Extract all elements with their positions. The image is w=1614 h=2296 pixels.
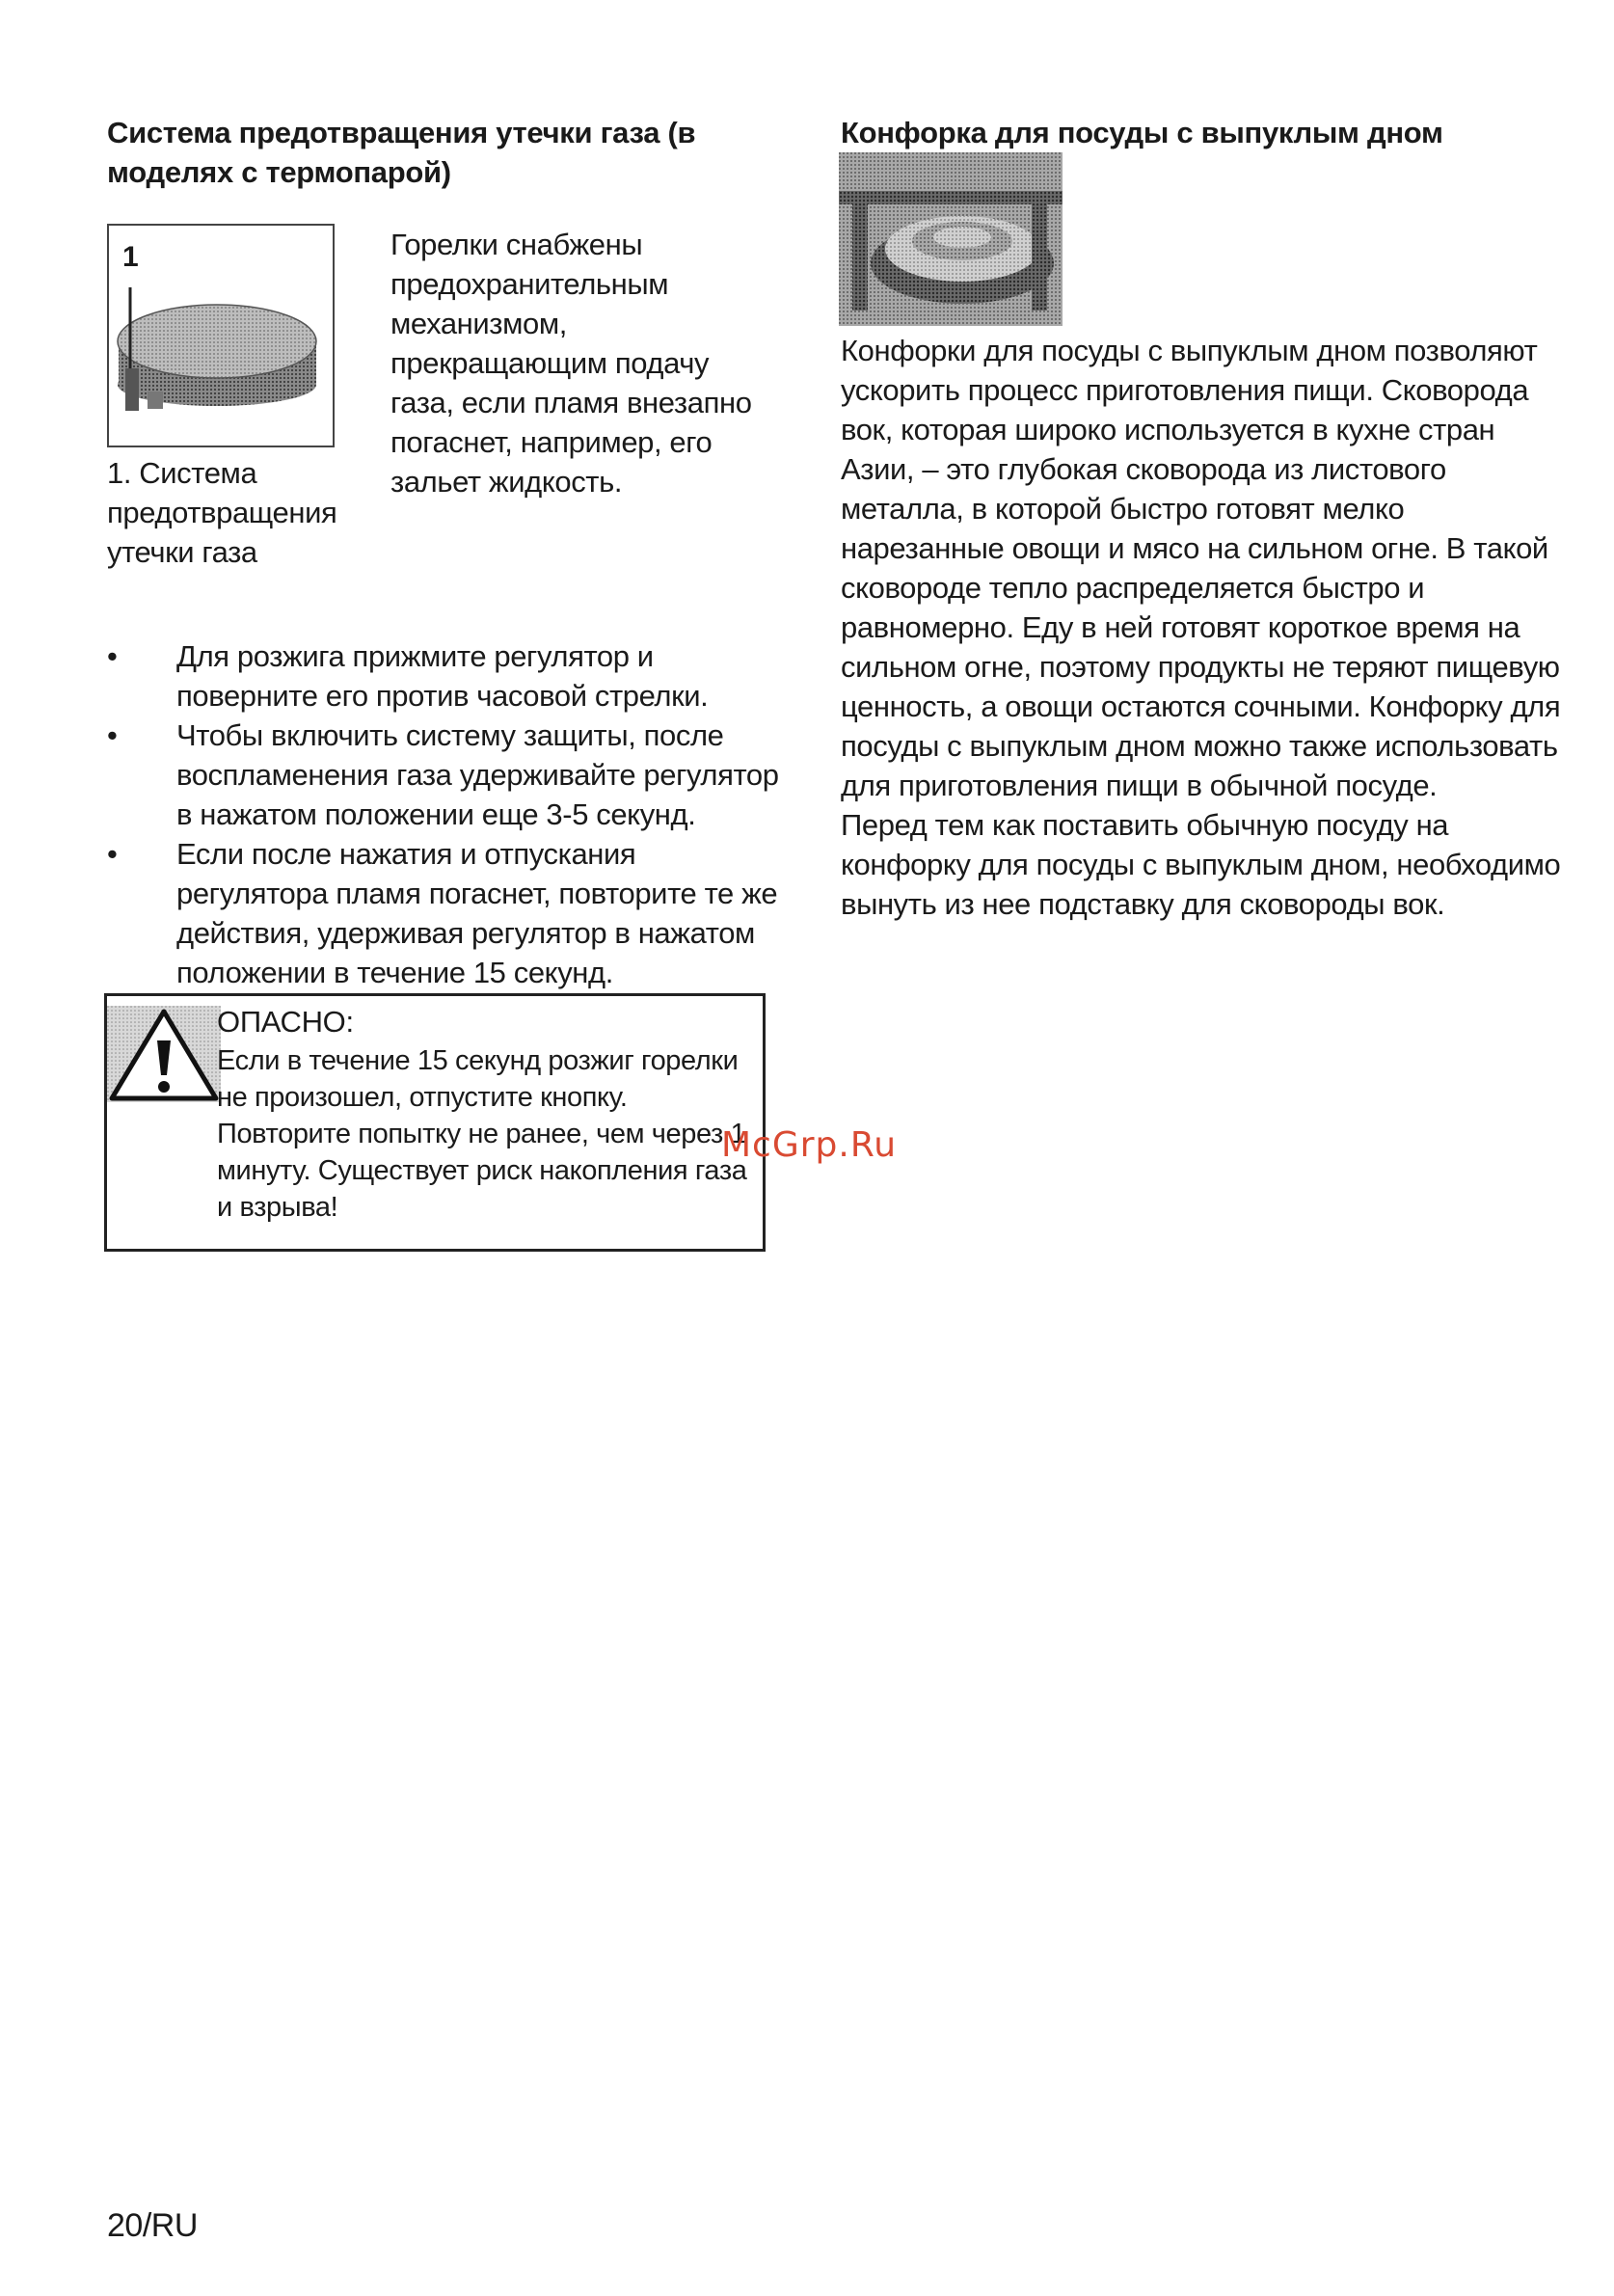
paragraph: Конфорки для посуды с выпуклым дном позволяют ускорить процесс приготовления пищи. Сковорода вок, которая широко используется в кухне стран Азии, – это глубокая сковорода из листового металла, в которой быстро готовят мелко нарезанные овощи и мясо на сильном огне. В такой сковороде тепло распределяется быстро и равномерно. Еду в ней готовят короткое время на сильном огне, поэтому продукты не теряют пищевую ценность, а овощи остаются сочными. Конфорку для посуды с выпуклым дном можно также использовать для приготовления пищи в обычной посуде. — [841, 334, 1561, 802]
warning-triangle-icon — [107, 1006, 221, 1102]
danger-title: ОПАСНО: — [217, 1005, 354, 1039]
wok-burner-photo — [839, 152, 1063, 326]
section-heading-wok-burner: Конфорка для посуды с выпуклым дном — [841, 116, 1443, 149]
bullet-marker: • — [107, 718, 118, 752]
list-item — [107, 834, 782, 992]
page-number: 20/RU — [107, 2207, 198, 2244]
section-heading-gas-safety: Система предотвращения утечки газа (в моделях с термопарой) — [107, 116, 696, 189]
instruction-list — [107, 636, 782, 992]
thermocouple-burner-illustration — [109, 226, 333, 446]
bullet-marker: • — [107, 837, 118, 871]
danger-notice — [104, 993, 766, 1252]
figure-caption: 1. Система предотвращения утечки газа — [107, 456, 337, 569]
list-item-text: Для розжига прижмите регулятор и поверните его против часовой стрелки. — [176, 639, 709, 713]
figure-callout-number: 1 — [122, 241, 139, 273]
list-item — [107, 716, 782, 834]
list-item-text: Чтобы включить систему защиты, после воспламенения газа удерживайте регулятор в нажатом положении еще 3-5 секунд. — [176, 718, 779, 831]
watermark: McGrp.Ru — [721, 1125, 898, 1165]
thermocouple-figure — [107, 224, 335, 447]
paragraph: Перед тем как поставить обычную посуду на конфорку для посуды с выпуклым дном, необходимо вынуть из нее подставку для сковороды вок. — [841, 808, 1561, 921]
bullet-marker: • — [107, 639, 118, 673]
intro-paragraph: Горелки снабжены предохранительным механизмом, прекращающим подачу газа, если пламя внезапно погаснет, например, его зальет жидкость. — [390, 228, 752, 499]
danger-text: Если в течение 15 секунд розжиг горелки не произошел, отпустите кнопку. Повторите попытку не ранее, чем через 1 минуту. Существует риск накопления газа и взрыва! — [217, 1045, 747, 1223]
list-item — [107, 636, 782, 716]
list-item-text: Если после нажатия и отпускания регулятора пламя погаснет, повторите те же действия, удерживая регулятор в нажатом положении в течение 15 секунд. — [176, 837, 778, 989]
wok-description — [841, 331, 1574, 924]
